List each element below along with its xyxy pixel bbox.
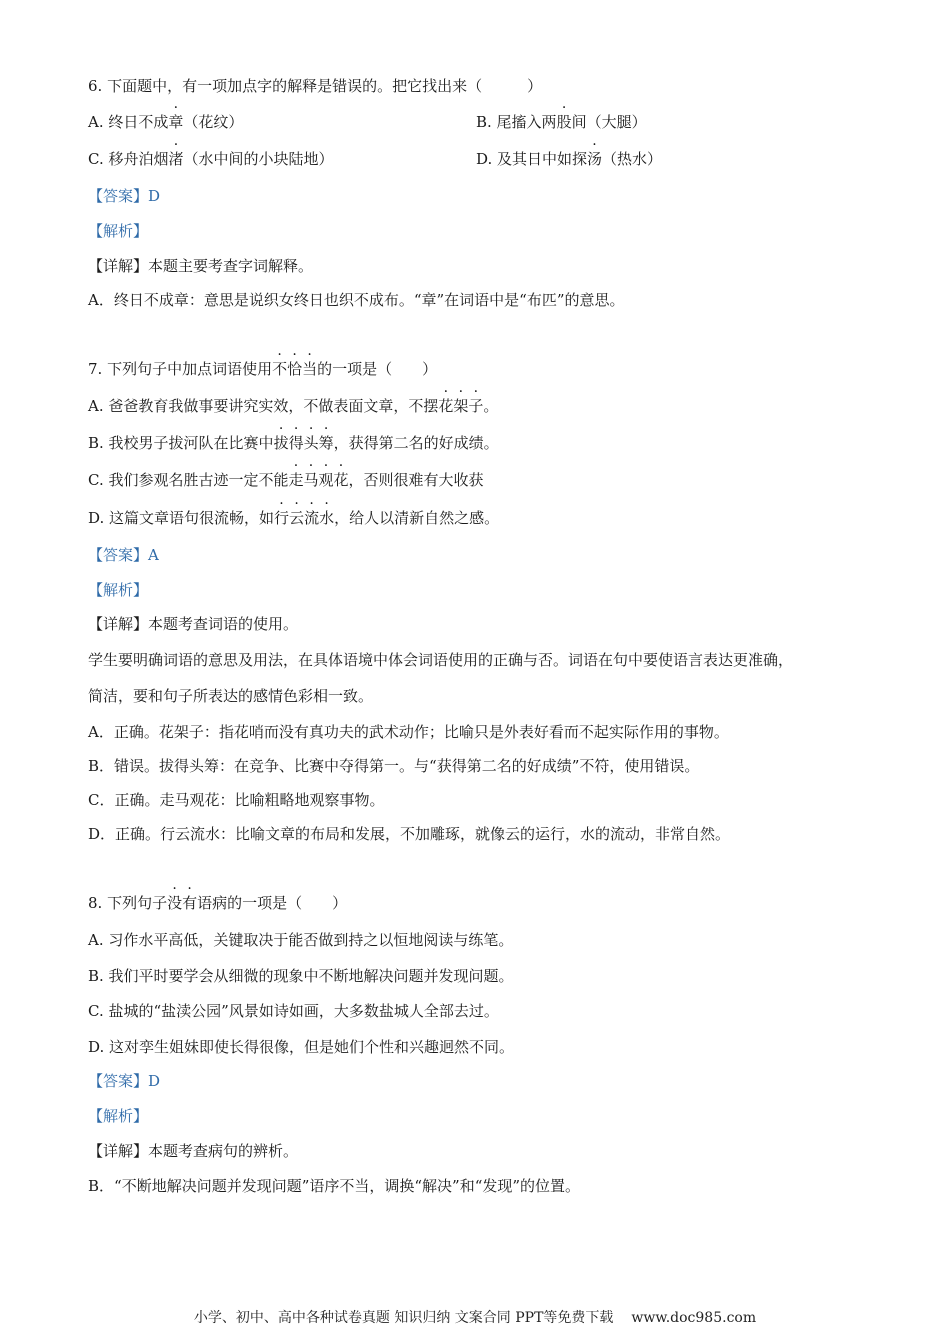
q7-paragraph-1: 学生要明确词语的意思及用法，在具体语境中体会词语使用的正确与否。词语在句中要使语言表达更准确， [88,651,794,669]
q6-option-d: D. 及其日中如探汤（热水） [476,150,663,168]
emphasis-char: 汤 [587,150,603,168]
footer-text: 小学、初中、高中各种试卷真题 知识归纳 文案合同 PPT等免费下载 [193,1310,614,1326]
q7-answer: 【答案】A [88,546,159,564]
q8-explanation-b: B．“不断地解决问题并发现问题”语序不当，调换“解决”和“发现”的位置。 [88,1177,581,1195]
q8-option-b: B. 我们平时要学会从细微的现象中不断地解决问题并发现问题。 [88,967,514,985]
q8-answer: 【答案】D [88,1072,161,1090]
q8-detail: 【详解】本题考查病句的辨析。 [88,1142,299,1160]
q6-option-c: C. 移舟泊烟渚（水中间的小块陆地） [88,150,334,168]
q7-explanation-a: A．正确。花架子：指花哨而没有真功夫的武术动作；比喻只是外表好看而不起实际作用的事物。 [88,723,729,741]
emphasis-char: 股 [556,113,572,131]
q7-option-c: C. 我们参观名胜古迹一定不能走马观花，否则很难有大收获 [88,471,484,489]
q7-explanation-b: B．错误。拔得头筹：在竞争、比赛中夺得第一。与“获得第二名的好成绩”不符，使用错误。 [88,757,700,775]
q7-option-a: A. 爸爸教育我做事要讲究实效，不做表面文章，不摆花架子。 [88,397,499,415]
footer-url[interactable]: www.doc985.com [631,1310,757,1326]
q8-option-a: A. 习作水平高低，关键取决于能否做到持之以恒地阅读与练笔。 [88,931,514,949]
emphasis-char: 渚 [168,150,184,168]
q7-option-b: B. 我校男子拔河队在比赛中拔得头筹，获得第二名的好成绩。 [88,434,499,452]
q7-detail: 【详解】本题考查词语的使用。 [88,615,299,633]
q8-stem: 8. 下列句子没有语病的一项是（ ） [88,894,348,912]
q7-paragraph-2: 简洁，要和句子所表达的感情色彩相一致。 [88,687,374,705]
q6-explanation-a: A．终日不成章：意思是说织女终日也织不成布。“章”在词语中是“布匹”的意思。 [88,291,625,309]
q6-analysis-label: 【解析】 [88,222,149,240]
q7-option-d: D. 这篇文章语句很流畅，如行云流水，给人以清新自然之感。 [88,509,500,527]
emphasis-char: 章 [168,113,184,131]
q7-analysis-label: 【解析】 [88,581,149,599]
q6-option-b: B. 尾搐入两股间（大腿） [476,113,647,131]
q6-answer: 【答案】D [88,187,161,205]
q7-explanation-d: D．正确。行云流水：比喻文章的布局和发展，不加雕琢，就像云的运行，水的流动，非常自然。 [88,825,731,843]
q7-stem: 7. 下列句子中加点词语使用不恰当的一项是（ ） [88,360,438,378]
q8-option-c: C. 盐城的“盐渎公园”风景如诗如画，大多数盐城人全部去过。 [88,1002,499,1020]
page-footer [0,1307,950,1327]
q8-option-d: D. 这对孪生姐妹即使长得很像，但是她们个性和兴趣迥然不同。 [88,1038,515,1056]
q6-option-a: A. 终日不成章（花纹） [88,113,244,131]
q8-analysis-label: 【解析】 [88,1107,149,1125]
q6-stem: 6. 下面题中，有一项加点字的解释是错误的。把它找出来（ ） [88,77,543,95]
q6-detail: 【详解】本题主要考查字词解释。 [88,257,314,275]
q7-explanation-c: C．正确。走马观花：比喻粗略地观察事物。 [88,791,385,809]
